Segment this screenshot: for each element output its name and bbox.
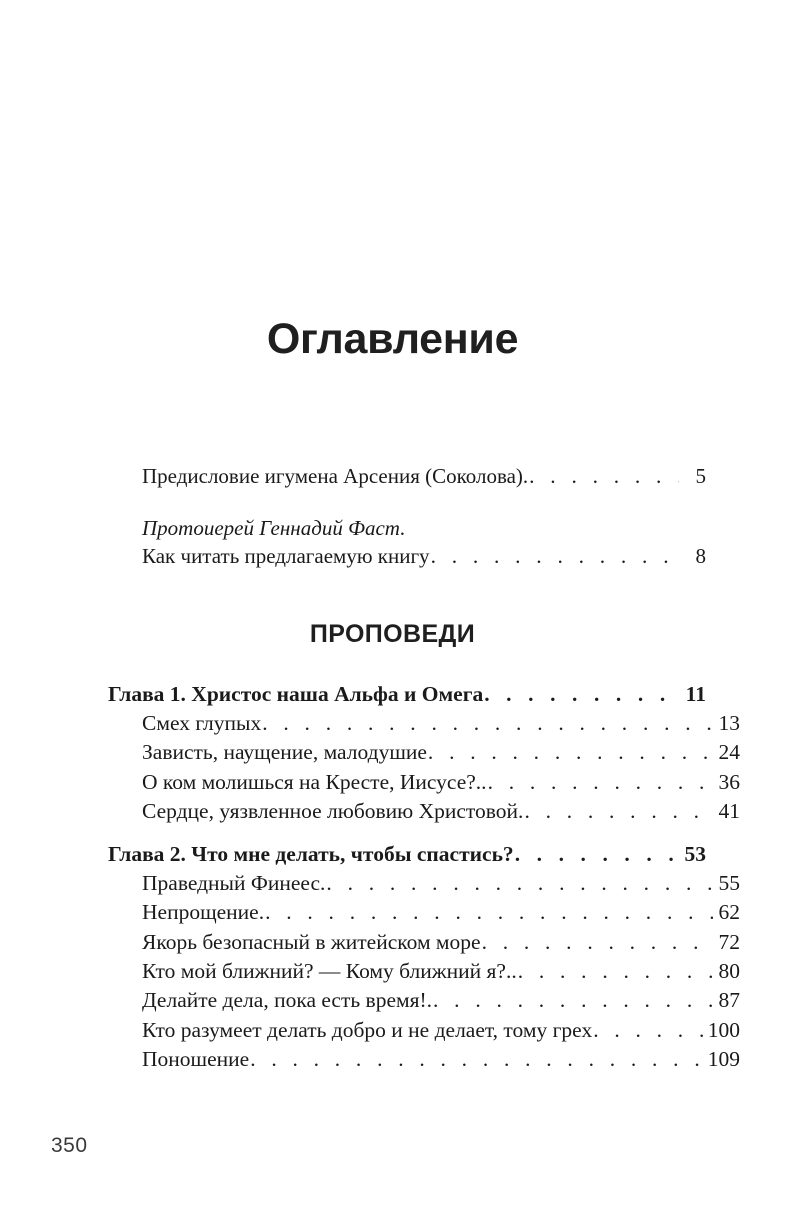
- chapter-sub-entry[interactable]: [108, 869, 740, 898]
- chapter-block: [108, 839, 740, 1074]
- chapter-heading-entry[interactable]: [108, 679, 706, 709]
- page-title: Оглавление: [266, 315, 519, 363]
- toc-entry-label: Кто мой ближний? — Кому ближний я?..: [142, 959, 517, 984]
- toc-entry-page-number: 36: [718, 769, 740, 794]
- dot-leader: [529, 462, 679, 490]
- dot-leader: [593, 1016, 707, 1045]
- chapter-sub-entry[interactable]: [108, 957, 740, 986]
- spacer: [108, 490, 706, 514]
- toc-entry-label: Сердце, уязвленное любовию Христовой.: [142, 798, 524, 823]
- front-matter-list-continued: [108, 542, 706, 570]
- chapter-heading-entry[interactable]: [108, 839, 706, 869]
- toc-entry-page-number: 8: [695, 544, 706, 568]
- dot-leader: [518, 957, 713, 986]
- dot-leader: [515, 839, 679, 869]
- toc-entry-label: Как читать предлагаемую книгу: [142, 544, 430, 568]
- toc-entry-page-number: 87: [718, 988, 740, 1013]
- toc-entry-page-number: 24: [718, 740, 740, 765]
- toc-entry-label: Смех глупых: [142, 711, 262, 735]
- toc-entry-label: Праведный Финеес.: [142, 871, 326, 896]
- chapter-sub-entry[interactable]: [108, 738, 740, 767]
- dot-leader: [265, 898, 713, 927]
- dot-leader: [488, 768, 713, 797]
- dot-leader: [326, 869, 713, 898]
- front-matter-entry[interactable]: [142, 462, 706, 490]
- chapter-block: [108, 679, 740, 826]
- author-byline: Протоиерей Геннадий Фаст.: [142, 516, 406, 540]
- front-matter-list: [108, 462, 706, 490]
- chapter-sub-entry[interactable]: [108, 1045, 740, 1074]
- chapter-sub-entry[interactable]: [108, 768, 740, 797]
- dot-leader: [482, 928, 713, 957]
- toc-entry-page-number: 11: [685, 682, 706, 706]
- dot-leader: [524, 797, 713, 826]
- toc-entry-label: Кто разумеет делать добро и не делает, тому грех: [142, 1017, 593, 1042]
- toc-entry-page-number: 55: [718, 871, 740, 896]
- dot-leader: [484, 679, 679, 709]
- toc-entry-page-number: 53: [684, 842, 706, 867]
- toc-entry-label: Зависть, наущение, малодушие: [142, 740, 427, 765]
- front-matter-section: [108, 462, 706, 570]
- toc-entry-label: Делайте дела, пока есть время!.: [142, 988, 433, 1013]
- toc-entry-label: О ком молишься на Кресте, Иисусе?..: [142, 769, 487, 794]
- toc-entry-page-number: 80: [718, 959, 740, 984]
- toc-entry-label: Глава 2. Что мне делать, чтобы спастись?: [108, 842, 514, 867]
- page-number-folio: 350: [51, 1134, 88, 1157]
- toc-entry-label: Глава 1. Христос наша Альфа и Омега: [108, 682, 484, 706]
- chapter-sub-entry[interactable]: [108, 928, 740, 957]
- dot-leader: [431, 542, 679, 570]
- front-matter-entry[interactable]: [142, 542, 706, 570]
- dot-leader: [433, 986, 713, 1015]
- chapter-list: [108, 679, 740, 1074]
- chapter-sub-entry[interactable]: [108, 986, 740, 1015]
- toc-entry-page-number: 5: [695, 464, 706, 488]
- toc-entry-label: Предисловие игумена Арсения (Соколова).: [142, 464, 529, 488]
- chapter-sub-entry[interactable]: [108, 898, 740, 927]
- toc-entry-page-number: 109: [707, 1046, 740, 1071]
- dot-leader: [262, 709, 713, 738]
- toc-entry-label: Якорь безопасный в житейском море: [142, 929, 481, 954]
- chapter-sub-entry[interactable]: [108, 797, 740, 826]
- toc-entry-label: Непрощение.: [142, 900, 265, 925]
- section-heading-propovedi: ПРОПОВЕДИ: [309, 620, 476, 648]
- toc-entry-page-number: 62: [718, 900, 740, 925]
- chapter-sub-entry[interactable]: [108, 709, 740, 738]
- dot-leader: [428, 738, 713, 767]
- toc-entry-page-number: 100: [707, 1017, 740, 1042]
- toc-entry-label: Поношение: [142, 1046, 250, 1071]
- chapter-sub-entry[interactable]: [108, 1016, 740, 1045]
- dot-leader: [250, 1045, 707, 1074]
- toc-entry-page-number: 72: [718, 929, 740, 954]
- toc-entry-page-number: 13: [718, 711, 740, 735]
- toc-entry-page-number: 41: [718, 798, 740, 823]
